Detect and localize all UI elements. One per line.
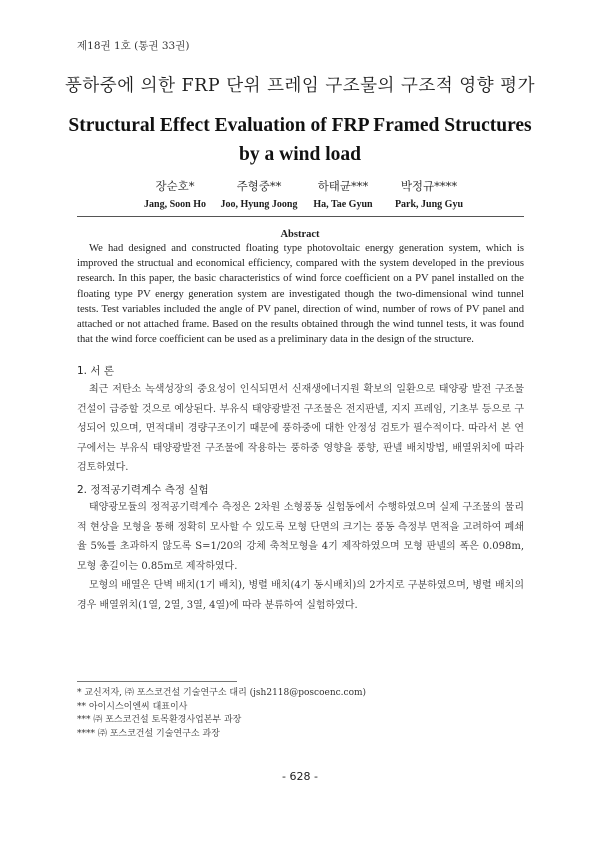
author-english-name: Ha, Tae Gyun	[313, 199, 373, 210]
journal-volume-header: 제18권 1호 (통권 33권)	[77, 40, 190, 52]
english-title	[0, 111, 600, 169]
footnote: ** 아이시스이엔씨 대표이사	[77, 701, 188, 712]
abstract-text: We had designed and constructed floating type photovoltaic energy generation system, which is improved the structual and economical efficiency, compared with the system developed in the previous research. In this paper, the basic characteristics of wind force coefficient on a PV panel installed on the floating type PV energy generation system are investigated though the two-dimensional wind tunnel tests. Test variables included the angle of PV panel, direction of wind, number of rows of PV panel and attached or not attached frame. Based on the results obtained through the wind tunnel tests, it was found that the wind force coefficient can be used as a preliminary data in the design of the structure.	[77, 243, 524, 346]
author-english-name: Joo, Hyung Joong	[220, 199, 298, 210]
footnote: * 교신저자, ㈜ 포스코건설 기술연구소 대리 (jsh2118@poscoenc.com)	[77, 688, 367, 698]
english-title-line-2: by a wind load	[239, 144, 361, 165]
abstract-heading: Abstract	[280, 229, 320, 240]
header-divider	[77, 216, 524, 217]
section-1-body	[77, 380, 524, 478]
section-2-body	[77, 498, 524, 616]
author-korean-name: 박정규****	[400, 179, 458, 193]
paragraph: 태양광모듈의 정적공기력계수 측정은 2차원 소형풍동 실험동에서 수행하였으며 실제 구조물의 물리적 현상을 모형을 통해 정확히 모사할 수 있도록 모형 단면의 크기는 풍동 측정부 면적을 고려하여 폐쇄율 5%를 초과하지 않도록 S=1/20의 강체 축척모형을 4기 제작하였으며 모형 판넬의 폭은 0.098m, 모형 총길이는 0.85m로 제작하였다.	[77, 502, 524, 572]
english-title-line-1: Structural Effect Evaluation of FRP Framed Structures	[68, 115, 532, 136]
section-1-heading: 1. 서 론	[77, 365, 114, 377]
author-korean-name: 하태균***	[317, 179, 369, 193]
paragraph: 모형의 배열은 단벽 배치(1기 배치), 병렬 배치(4기 동시배치)의 2가지로 구분하였으며, 병렬 배치의 경우 배열위치(1열, 2열, 3열, 4열)에 따라 분류하여 실험하였다.	[77, 580, 524, 611]
author-4	[379, 178, 479, 210]
section-2-heading: 2. 정적공기력계수 측정 실험	[77, 484, 209, 496]
footnote: *** ㈜ 포스코건설 토목환경사업본부 과장	[77, 715, 242, 726]
author-korean-name: 주형중**	[236, 179, 282, 193]
paragraph: 최근 저탄소 녹색성장의 중요성이 인식되면서 신재생에너지원 확보의 일환으로 태양광 발전 구조물 건설이 급증할 것으로 예상된다. 부유식 태양광발전 구조물은 전지판넬, 지지 프레임, 기초부 등으로 구성되어 있으며, 면적대비 경량구조이기 때문에 풍하중에 대한 안정성 검토가 필수적이다. 따라서 본 연구에서는 부유식 태양광발전 구조물에 작용하는 풍하중 영향을 풍향, 판넬 배치방법, 배열위치에 따라 검토하였다.	[77, 384, 524, 474]
author-english-name: Jang, Soon Ho	[144, 199, 206, 210]
author-3	[293, 178, 393, 210]
footnote: **** ㈜ 포스코건설 기술연구소 과장	[77, 728, 220, 739]
author-english-name: Park, Jung Gyu	[394, 199, 464, 210]
page-number: - 628 -	[282, 770, 318, 783]
korean-title: 풍하중에 의한 FRP 단위 프레임 구조물의 구조적 영향 평가	[64, 76, 535, 96]
footnotes	[77, 687, 366, 741]
author-korean-name: 장순호*	[155, 179, 195, 193]
footnote-divider	[77, 681, 237, 682]
